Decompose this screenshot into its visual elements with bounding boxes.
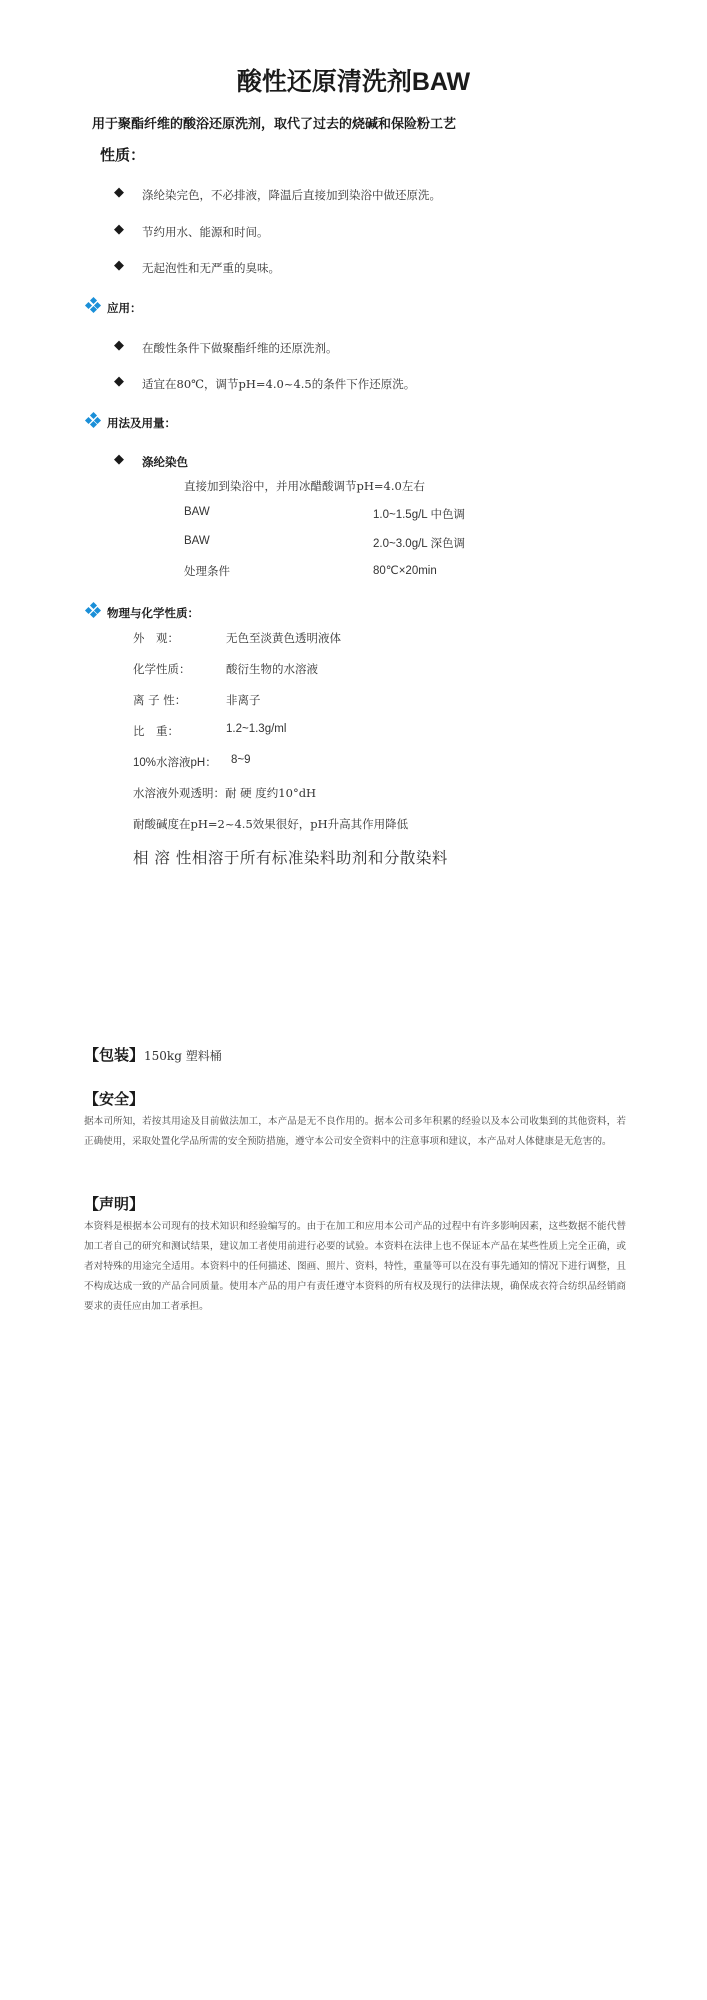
usage-row-label: 处理条件 (184, 564, 230, 578)
acid-resistance-line: 耐酸碱度在pH=2~4.5效果很好，pH升高其作用降低 (133, 817, 409, 831)
subtitle: 用于聚酯纤维的酸浴还原洗剂，取代了过去的烧碱和保险粉工艺 (92, 116, 457, 131)
list-item: 节约用水、能源和时间。 (142, 225, 269, 239)
prop-label: 外 观： (133, 631, 179, 645)
list-item: 涤纶染完色，不必排液，降温后直接加到染浴中做还原洗。 (142, 188, 441, 202)
list-item: 无起泡性和无严重的臭味。 (142, 261, 280, 275)
packaging-section (84, 1044, 222, 1065)
application-heading: 应用： (107, 303, 142, 315)
usage-row-label: BAW (184, 535, 210, 547)
usage-subheading: 涤纶染色 (142, 457, 188, 469)
ph-label: 10%水溶液pH： (133, 757, 217, 769)
diamond-bullet-icon: ◆ (114, 337, 124, 352)
usage-row-label: BAW (184, 506, 210, 518)
prop-value: 1.2~1.3g/ml (226, 723, 287, 735)
diamond-bullet-icon: ◆ (114, 257, 124, 272)
physchem-heading: 物理与化学性质： (107, 608, 199, 620)
list-item: 适宜在80℃，调节pH=4.0~4.5的条件下作还原洗。 (142, 377, 416, 391)
compatibility-line: 相 溶 性相溶于所有标准染料助剂和分散染料 (133, 849, 448, 867)
prop-label: 比 重： (133, 724, 179, 738)
blue-clover-icon (86, 298, 100, 312)
list-item: 在酸性条件下做聚酯纤维的还原洗剂。 (142, 341, 338, 355)
usage-intro: 直接加到染浴中，并用冰醋酸调节pH=4.0左右 (184, 479, 425, 493)
prop-label: 离 子 性： (133, 693, 187, 707)
statement-heading: 【声明】 (84, 1196, 145, 1213)
diamond-bullet-icon: ◆ (114, 451, 124, 466)
prop-value: 无色至淡黄色透明液体 (226, 631, 341, 645)
usage-row-value: 80℃×20min (373, 565, 437, 577)
prop-value: 非离子 (226, 693, 261, 707)
usage-row-value: 2.0~3.0g/L 深色调 (373, 538, 465, 550)
prop-label: 化学性质： (133, 662, 191, 676)
blue-clover-icon (86, 413, 100, 427)
page-title: 酸性还原清洗剂BAW (236, 68, 471, 96)
diamond-bullet-icon: ◆ (114, 373, 124, 388)
usage-heading: 用法及用量： (107, 418, 176, 430)
diamond-bullet-icon: ◆ (114, 221, 124, 236)
water-appearance-line: 水溶液外观透明：耐 硬 度约10°dH (133, 786, 317, 800)
usage-row-value: 1.0~1.5g/L 中色调 (373, 509, 465, 521)
prop-value: 酸衍生物的水溶液 (226, 662, 318, 676)
safety-text: 据本司所知，若按其用途及目前做法加工，本产品是无不良作用的。据本公司多年积累的经验以及本公司收集到的其他资料，若正确使用，采取处置化学品所需的安全预防措施，遵守本公司安全资料中的注意事项和建议，本产品对人体健康是无危害的。 (84, 1116, 626, 1147)
packaging-heading: 【包装】 (84, 1047, 145, 1064)
blue-clover-icon (86, 603, 100, 617)
safety-heading: 【安全】 (84, 1091, 145, 1108)
properties-heading: 性质： (100, 147, 146, 164)
packaging-value: 150kg 塑料桶 (144, 1049, 222, 1063)
diamond-bullet-icon: ◆ (114, 184, 124, 199)
statement-text: 本资料是根据本公司现有的技术知识和经验编写的。由于在加工和应用本公司产品的过程中有许多影响因素，这些数据不能代替加工者自己的研究和测试结果，建议加工者使用前进行必要的试验。本资料在法律上也不保证本产品在某些性质上完全正确，或者对特殊的用途完全适用。本资料中的任何描述、图画、照片、资料，特性，重量等可以在没有事先通知的情况下进行调整，且不构成达成一致的产品合同质量。使用本产品的用户有责任遵守本资料的所有权及现行的法律法规，确保成衣符合纺织品经销商要求的责任应由加工者承担。 (84, 1221, 626, 1312)
ph-value: 8~9 (231, 754, 251, 766)
